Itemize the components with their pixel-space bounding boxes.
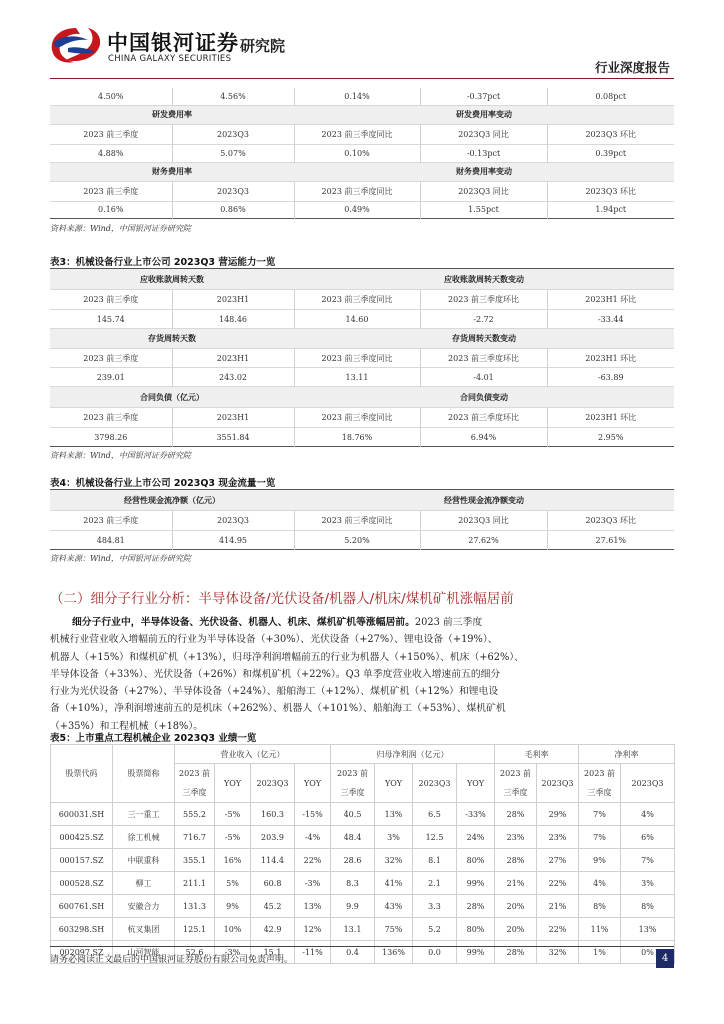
table-row: [50, 162, 674, 181]
table-row: [50, 201, 674, 218]
table-row: [51, 745, 675, 764]
table-cell: -11%: [295, 941, 331, 964]
col-header-name: 股票简称: [113, 745, 175, 803]
sub-header: 三季度: [175, 784, 215, 803]
sub-header: 2023Q3: [413, 764, 457, 803]
stock-code-cell: 000528.SZ: [51, 872, 113, 895]
ar-days-change-title: 应收账款周转天数变动: [294, 269, 674, 290]
table-cell: -3%: [295, 872, 331, 895]
table-cell: 11%: [579, 918, 621, 941]
table-cell: 7%: [579, 803, 621, 826]
table-cell: 3798.26: [50, 428, 172, 447]
table-cell: 0.08pct: [547, 88, 674, 105]
table-cell: 5.2: [413, 918, 457, 941]
table-cell: -4%: [295, 826, 331, 849]
table-cell: 148.46: [172, 310, 294, 329]
report-type: 行业深度报告: [594, 60, 670, 75]
table-cell: 13%: [375, 803, 413, 826]
table-cell: -5%: [215, 826, 251, 849]
table2-continued: [50, 88, 674, 234]
table-cell: 28%: [457, 895, 495, 918]
table-row: [50, 310, 674, 329]
table-cell: 355.1: [175, 849, 215, 872]
table-cell: 7%: [621, 849, 675, 872]
table-cell: 9%: [215, 895, 251, 918]
table-cell: 22%: [537, 918, 579, 941]
table-cell: -5%: [215, 803, 251, 826]
table-cell: 4.88%: [50, 144, 172, 162]
sub-header: YOY: [295, 764, 331, 803]
table-cell: 45.2: [251, 895, 295, 918]
table-cell: 99%: [457, 941, 495, 964]
table-row: [51, 803, 675, 826]
table-header-cell: 2023 前三季度: [50, 290, 172, 310]
table-cell: 32%: [537, 941, 579, 964]
table-header-cell: 2023 前三季度环比: [420, 349, 547, 368]
table-cell: -3%: [215, 941, 251, 964]
page-number: 4: [656, 949, 674, 968]
table-cell: 52.6: [175, 941, 215, 964]
table-row: [50, 144, 674, 162]
sub-header: YOY: [215, 764, 251, 803]
table-cell: -0.13pct: [420, 144, 547, 162]
sub-header: 三季度: [579, 784, 621, 803]
table-header-cell: 2023H1: [172, 408, 294, 428]
inv-days-title: 存货周转天数: [50, 329, 294, 349]
paragraph-line: （+35%）和工程机械（+18%）。: [50, 720, 204, 732]
table-cell: 1.94pct: [547, 201, 674, 218]
table-header-cell: 2023Q3 环比: [547, 181, 674, 201]
table-header-cell: 2023 前三季度: [50, 408, 172, 428]
table4-caption: 表4：机械设备行业上市公司 2023Q3 现金流量一览: [50, 478, 276, 489]
stock-name-cell: 三一重工: [113, 803, 175, 826]
table-cell: -2.72: [420, 310, 547, 329]
table-header-cell: 2023H1 环比: [547, 349, 674, 368]
table5-body: [51, 803, 675, 964]
paragraph-line: 机械行业营业收入增幅前五的行业为半导体设备（+30%）、光伏设备（+27%）、锂电设备（+19%）、: [50, 634, 498, 646]
table-row: [51, 849, 675, 872]
table-row: [50, 124, 674, 144]
table-cell: 80%: [457, 918, 495, 941]
table-header-cell: 2023H1: [172, 290, 294, 310]
table-cell: 0.49%: [294, 201, 420, 218]
table-cell: 5%: [215, 872, 251, 895]
table-header-cell: 2023H1 环比: [547, 408, 674, 428]
sub-header: 三季度: [495, 784, 537, 803]
table-row: [50, 511, 674, 531]
sub-header: YOY: [375, 764, 413, 803]
table-cell: 27.61%: [547, 531, 674, 550]
table-cell: 60.8: [251, 872, 295, 895]
table-header-cell: 2023 前三季度同比: [294, 290, 420, 310]
table-cell: 28%: [495, 849, 537, 872]
table-cell: 20%: [495, 918, 537, 941]
brand-name: 中国银河证券: [107, 31, 239, 55]
table-row: [50, 88, 674, 105]
table-cell: 28%: [495, 941, 537, 964]
table-cell: 99%: [457, 872, 495, 895]
table-cell: 42.9: [251, 918, 295, 941]
table-row: [50, 269, 674, 290]
table-cell: 4%: [579, 872, 621, 895]
sub-header: 2023Q3: [537, 764, 579, 803]
table-cell: 13%: [621, 918, 675, 941]
section-paragraph: [50, 614, 674, 735]
table-cell: 28%: [495, 803, 537, 826]
fin-ratio-change-title: 财务费用率变动: [294, 162, 674, 181]
table-cell: 13%: [295, 895, 331, 918]
stock-name-cell: 杭叉集团: [113, 918, 175, 941]
table4: [50, 489, 674, 564]
table-cell: 14.60: [294, 310, 420, 329]
stock-name-cell: 徐工机械: [113, 826, 175, 849]
stock-code-cell: 000425.SZ: [51, 826, 113, 849]
table-cell: 41%: [375, 872, 413, 895]
table-row: [51, 918, 675, 941]
table-cell: 3.3: [413, 895, 457, 918]
table-row: [50, 329, 674, 349]
table-header-cell: 2023 前三季度环比: [420, 408, 547, 428]
table-header-cell: 2023H1: [172, 349, 294, 368]
table-header-cell: 2023 前三季度: [50, 511, 172, 531]
table-cell: 243.02: [172, 368, 294, 387]
table-cell: -4.01: [420, 368, 547, 387]
stock-name-cell: 中联重科: [113, 849, 175, 872]
table-cell: 3%: [621, 872, 675, 895]
paragraph-line: 机器人（+15%）和煤机矿机（+13%），归母净利润增幅前五的行业为机器人（+150%）、机床（+62%）、: [50, 651, 524, 663]
table-header-cell: 2023 前三季度: [50, 181, 172, 201]
table-cell: 75%: [375, 918, 413, 941]
table-cell: 5.07%: [172, 144, 294, 162]
table-row: [50, 290, 674, 310]
section-title: （二）细分子行业分析：半导体设备/光伏设备/机器人/机床/煤机矿机涨幅居前: [50, 591, 514, 607]
table-cell: 6%: [621, 826, 675, 849]
table-row: [50, 531, 674, 550]
table-row: [50, 408, 674, 428]
stock-code-cell: 600031.SH: [51, 803, 113, 826]
stock-code-cell: 603298.SH: [51, 918, 113, 941]
group-header-revenue: 营业收入（亿元）: [175, 745, 331, 764]
table-cell: 5.20%: [294, 531, 420, 550]
table-header-cell: 2023H1 环比: [547, 290, 674, 310]
stock-name-cell: 柳工: [113, 872, 175, 895]
stock-name-cell: 安徽合力: [113, 895, 175, 918]
table-cell: 7%: [579, 826, 621, 849]
sub-header: 三季度: [331, 784, 375, 803]
table-cell: 3551.84: [172, 428, 294, 447]
table-cell: 1.55pct: [420, 201, 547, 218]
fin-ratio-title: 财务费用率: [50, 162, 294, 181]
table3-caption: 表3：机械设备行业上市公司 2023Q3 营运能力一览: [50, 257, 276, 268]
table-cell: 13.1: [331, 918, 375, 941]
rd-ratio-title: 研发费用率: [50, 105, 294, 124]
table-row: [50, 181, 674, 201]
group-header-net-profit: 归母净利润（亿元）: [331, 745, 495, 764]
operating-capability-table: [50, 268, 674, 447]
table-cell: 27%: [537, 849, 579, 872]
table-cell: 1%: [579, 941, 621, 964]
table3-source: 资料来源：Wind，中国银河证券研究院: [50, 451, 191, 460]
table-cell: 12%: [295, 918, 331, 941]
table-cell: 414.95: [172, 531, 294, 550]
table-cell: 239.01: [50, 368, 172, 387]
table-cell: 203.9: [251, 826, 295, 849]
contract-liab-title: 合同负债（亿元）: [50, 387, 294, 408]
table-header-cell: 2023Q3 同比: [420, 124, 547, 144]
table-header-cell: 2023Q3 环比: [547, 511, 674, 531]
table-header-cell: 2023 前三季度同比: [294, 408, 420, 428]
table-header-cell: 2023 前三季度: [50, 349, 172, 368]
table-cell: 9%: [579, 849, 621, 872]
paragraph-text: 2023 前三季度: [414, 617, 483, 628]
rd-ratio-change-title: 研发费用率变动: [294, 105, 674, 124]
table-cell: 8.1: [413, 849, 457, 872]
ar-days-title: 应收账款周转天数: [50, 269, 294, 290]
header-divider: [50, 78, 674, 79]
table-cell: 22%: [537, 872, 579, 895]
sub-header: 2023Q3: [251, 764, 295, 803]
table-cell: -15%: [295, 803, 331, 826]
table-header-cell: 2023Q3: [172, 511, 294, 531]
table-cell: 0.10%: [294, 144, 420, 162]
table-cell: 131.3: [175, 895, 215, 918]
table-cell: 29%: [537, 803, 579, 826]
table-cell: 0.14%: [294, 88, 420, 105]
sub-header: 2023 前: [579, 764, 621, 784]
table-cell: -33.44: [547, 310, 674, 329]
footer-divider: [50, 946, 674, 947]
table-header-cell: 2023 前三季度同比: [294, 511, 420, 531]
inv-days-change-title: 存货周转天数变动: [294, 329, 674, 349]
page-header: [0, 0, 724, 80]
table-header-cell: 2023 前三季度同比: [294, 181, 420, 201]
table-cell: 80%: [457, 849, 495, 872]
construction-machinery-table: [50, 744, 675, 964]
table-row: [50, 428, 674, 447]
table-cell: 555.2: [175, 803, 215, 826]
table-cell: 2.1: [413, 872, 457, 895]
table-cell: 4.56%: [172, 88, 294, 105]
table-row: [51, 895, 675, 918]
table4-source: 资料来源：Wind，中国银河证券研究院: [50, 554, 191, 563]
table-cell: 20%: [495, 895, 537, 918]
table-cell: 4.50%: [98, 91, 124, 101]
sub-header: 2023 前: [331, 764, 375, 784]
sub-header: 2023 前: [175, 764, 215, 784]
expense-ratio-table: [50, 88, 674, 219]
table-row: [50, 490, 674, 511]
table-header-cell: 2023Q3 同比: [420, 181, 547, 201]
table-header-cell: 2023 前三季度同比: [294, 349, 420, 368]
table-cell: 9.9: [331, 895, 375, 918]
table-header-cell: 2023 前三季度: [50, 124, 172, 144]
sub-header: YOY: [457, 764, 495, 803]
table-cell: 32%: [375, 849, 413, 872]
table-header-cell: 2023 前三季度同比: [294, 124, 420, 144]
table-cell: 8.3: [331, 872, 375, 895]
table-cell: 4%: [621, 803, 675, 826]
cash-flow-table: [50, 489, 674, 550]
table-cell: 24%: [457, 826, 495, 849]
table-cell: 15.1: [251, 941, 295, 964]
table-header-cell: 2023Q3 同比: [420, 511, 547, 531]
table-cell: 125.1: [175, 918, 215, 941]
table-cell: 136%: [375, 941, 413, 964]
table-cell: -0.37pct: [420, 88, 547, 105]
table-cell: 27.62%: [420, 531, 547, 550]
cf-change-title: 经营性现金流净额变动: [294, 490, 674, 511]
stock-name-cell: 山河智能: [113, 941, 175, 964]
footer-disclaimer: 请务必阅读正文最后的中国银河证券股份有限公司免责声明。: [50, 955, 294, 965]
table-row: [50, 387, 674, 408]
paragraph-lead: 细分子行业中，半导体设备、光伏设备、机器人、机床、煤机矿机等涨幅居前。: [72, 617, 415, 628]
table-row: [50, 349, 674, 368]
table-header-cell: 2023Q3: [172, 181, 294, 201]
table-cell: 13.11: [294, 368, 420, 387]
institute-label: 研究院: [240, 37, 286, 55]
table-cell: 0.16%: [50, 201, 172, 218]
group-header-net-margin: 净利率: [579, 745, 675, 764]
table-cell: 10%: [215, 918, 251, 941]
table-row: [51, 826, 675, 849]
paragraph-line: [50, 614, 674, 631]
contract-liab-change-title: 合同负债变动: [294, 387, 674, 408]
table-cell: 8%: [621, 895, 675, 918]
table3: [50, 268, 674, 461]
paragraph-line: 半导体设备（+33%）、光伏设备（+26%）和煤机矿机（+22%）。Q3 单季度营业收入增速前五的细分: [50, 668, 501, 680]
table-cell: 0%: [621, 941, 675, 964]
table-cell: 0.0: [413, 941, 457, 964]
sub-header: 2023Q3: [621, 764, 675, 803]
table-cell: 21%: [537, 895, 579, 918]
table-cell: 716.7: [175, 826, 215, 849]
table5: [50, 744, 674, 964]
table-cell: 22%: [295, 849, 331, 872]
table5-caption: 表5：上市重点工程机械企业 2023Q3 业绩一览: [50, 733, 257, 744]
table-cell: 0.4: [331, 941, 375, 964]
paragraph-line: 行业为光伏设备（+27%）、半导体设备（+24%）、船舶海工（+12%）、煤机矿机（+12%）和锂电设: [50, 686, 499, 698]
cf-title: 经营性现金流净额（亿元）: [50, 490, 294, 511]
table-cell: 3%: [375, 826, 413, 849]
table-cell: 8%: [579, 895, 621, 918]
table-cell: 23%: [495, 826, 537, 849]
table-cell: -63.89: [547, 368, 674, 387]
galaxy-logo-icon: [46, 22, 104, 68]
brand-name-en: CHINA GALAXY SECURITIES: [108, 54, 232, 64]
table-cell: 28.6: [331, 849, 375, 872]
table-cell: 43%: [375, 895, 413, 918]
table-header-cell: 2023Q3 环比: [547, 124, 674, 144]
table-cell: 114.4: [251, 849, 295, 872]
table-cell: 23%: [537, 826, 579, 849]
stock-code-cell: 600761.SH: [51, 895, 113, 918]
paragraph-line: 备（+10%），净利润增速前五的是机床（+262%）、机器人（+101%）、船舶海工（+53%）、煤机矿机: [50, 703, 506, 715]
stock-code-cell: 002097.SZ: [51, 941, 113, 964]
table-header-cell: 2023Q3: [172, 124, 294, 144]
group-header-gross-margin: 毛利率: [495, 745, 579, 764]
table-cell: 12.5: [413, 826, 457, 849]
table-cell: 16%: [215, 849, 251, 872]
table-row: [51, 872, 675, 895]
stock-code-cell: 000157.SZ: [51, 849, 113, 872]
table-cell: 160.3: [251, 803, 295, 826]
table-header-cell: 2023 前三季度环比: [420, 290, 547, 310]
table-cell: 21%: [495, 872, 537, 895]
table-row: [50, 105, 674, 124]
table-cell: -33%: [457, 803, 495, 826]
table-cell: 40.5: [331, 803, 375, 826]
table-cell: 145.74: [50, 310, 172, 329]
col-header-code: 股票代码: [51, 745, 113, 803]
table-row: [50, 368, 674, 387]
table-cell: 6.5: [413, 803, 457, 826]
table-cell: 2.95%: [547, 428, 674, 447]
table-cell: 484.81: [50, 531, 172, 550]
table-cell: 6.94%: [420, 428, 547, 447]
table-cell: 18.76%: [294, 428, 420, 447]
sub-header: 2023 前: [495, 764, 537, 784]
table-cell: 211.1: [175, 872, 215, 895]
table2-source: 资料来源：Wind，中国银河证券研究院: [50, 223, 191, 233]
table-cell: 0.86%: [172, 201, 294, 218]
table-cell: 48.4: [331, 826, 375, 849]
table-cell: 0.39pct: [547, 144, 674, 162]
